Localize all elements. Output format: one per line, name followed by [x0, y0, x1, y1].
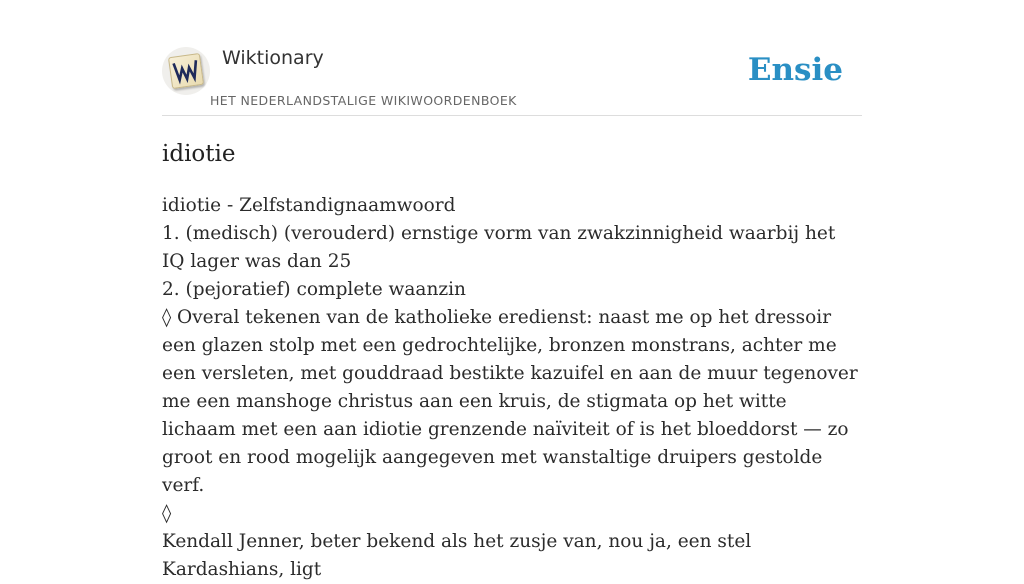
definition-1: 1. (medisch) (verouderd) ernstige vorm van zwakzinnigheid waarbij het IQ lager was dan 25: [162, 223, 836, 272]
w-glyph-icon: [173, 58, 200, 83]
site-header: [162, 0, 862, 116]
page-title: idiotie: [162, 141, 236, 167]
example-1: ◊ Overal tekenen van de katholieke eredienst: naast me op het dressoir een glazen stolp met een gedrochtelijke, bronzen monstrans, achter me een versleten, met gouddraad bestikte kazuifel en aan de muur tegenover me een manshoge christus aan een kruis, de stigmata op het witte lichaam met een aan idiotie grenzende naïviteit of is het bloeddorst — zo groot en rood mogelijk aangegeven met wanstaltige druipers gestolde verf.: [162, 307, 858, 496]
entry-card: [162, 0, 862, 580]
entry-heading: idiotie - Zelfstandignaamwoord: [162, 195, 456, 216]
wiktionary-logo-icon: [168, 53, 204, 89]
example-3-partial: Kendall Jenner, beter bekend als het zusje van, nou ja, een stel Kardashians, ligt: [162, 531, 752, 580]
example-2-marker: ◊: [162, 503, 172, 524]
entry-content: [162, 192, 862, 584]
ensie-brand-link[interactable]: Ensie: [747, 52, 843, 88]
definition-2: 2. (pejoratief) complete waanzin: [162, 279, 466, 300]
site-tagline: HET NEDERLANDSTALIGE WIKIWOORDENBOEK: [210, 93, 517, 108]
site-name[interactable]: Wiktionary: [222, 47, 324, 69]
wiktionary-logo[interactable]: [162, 47, 210, 95]
